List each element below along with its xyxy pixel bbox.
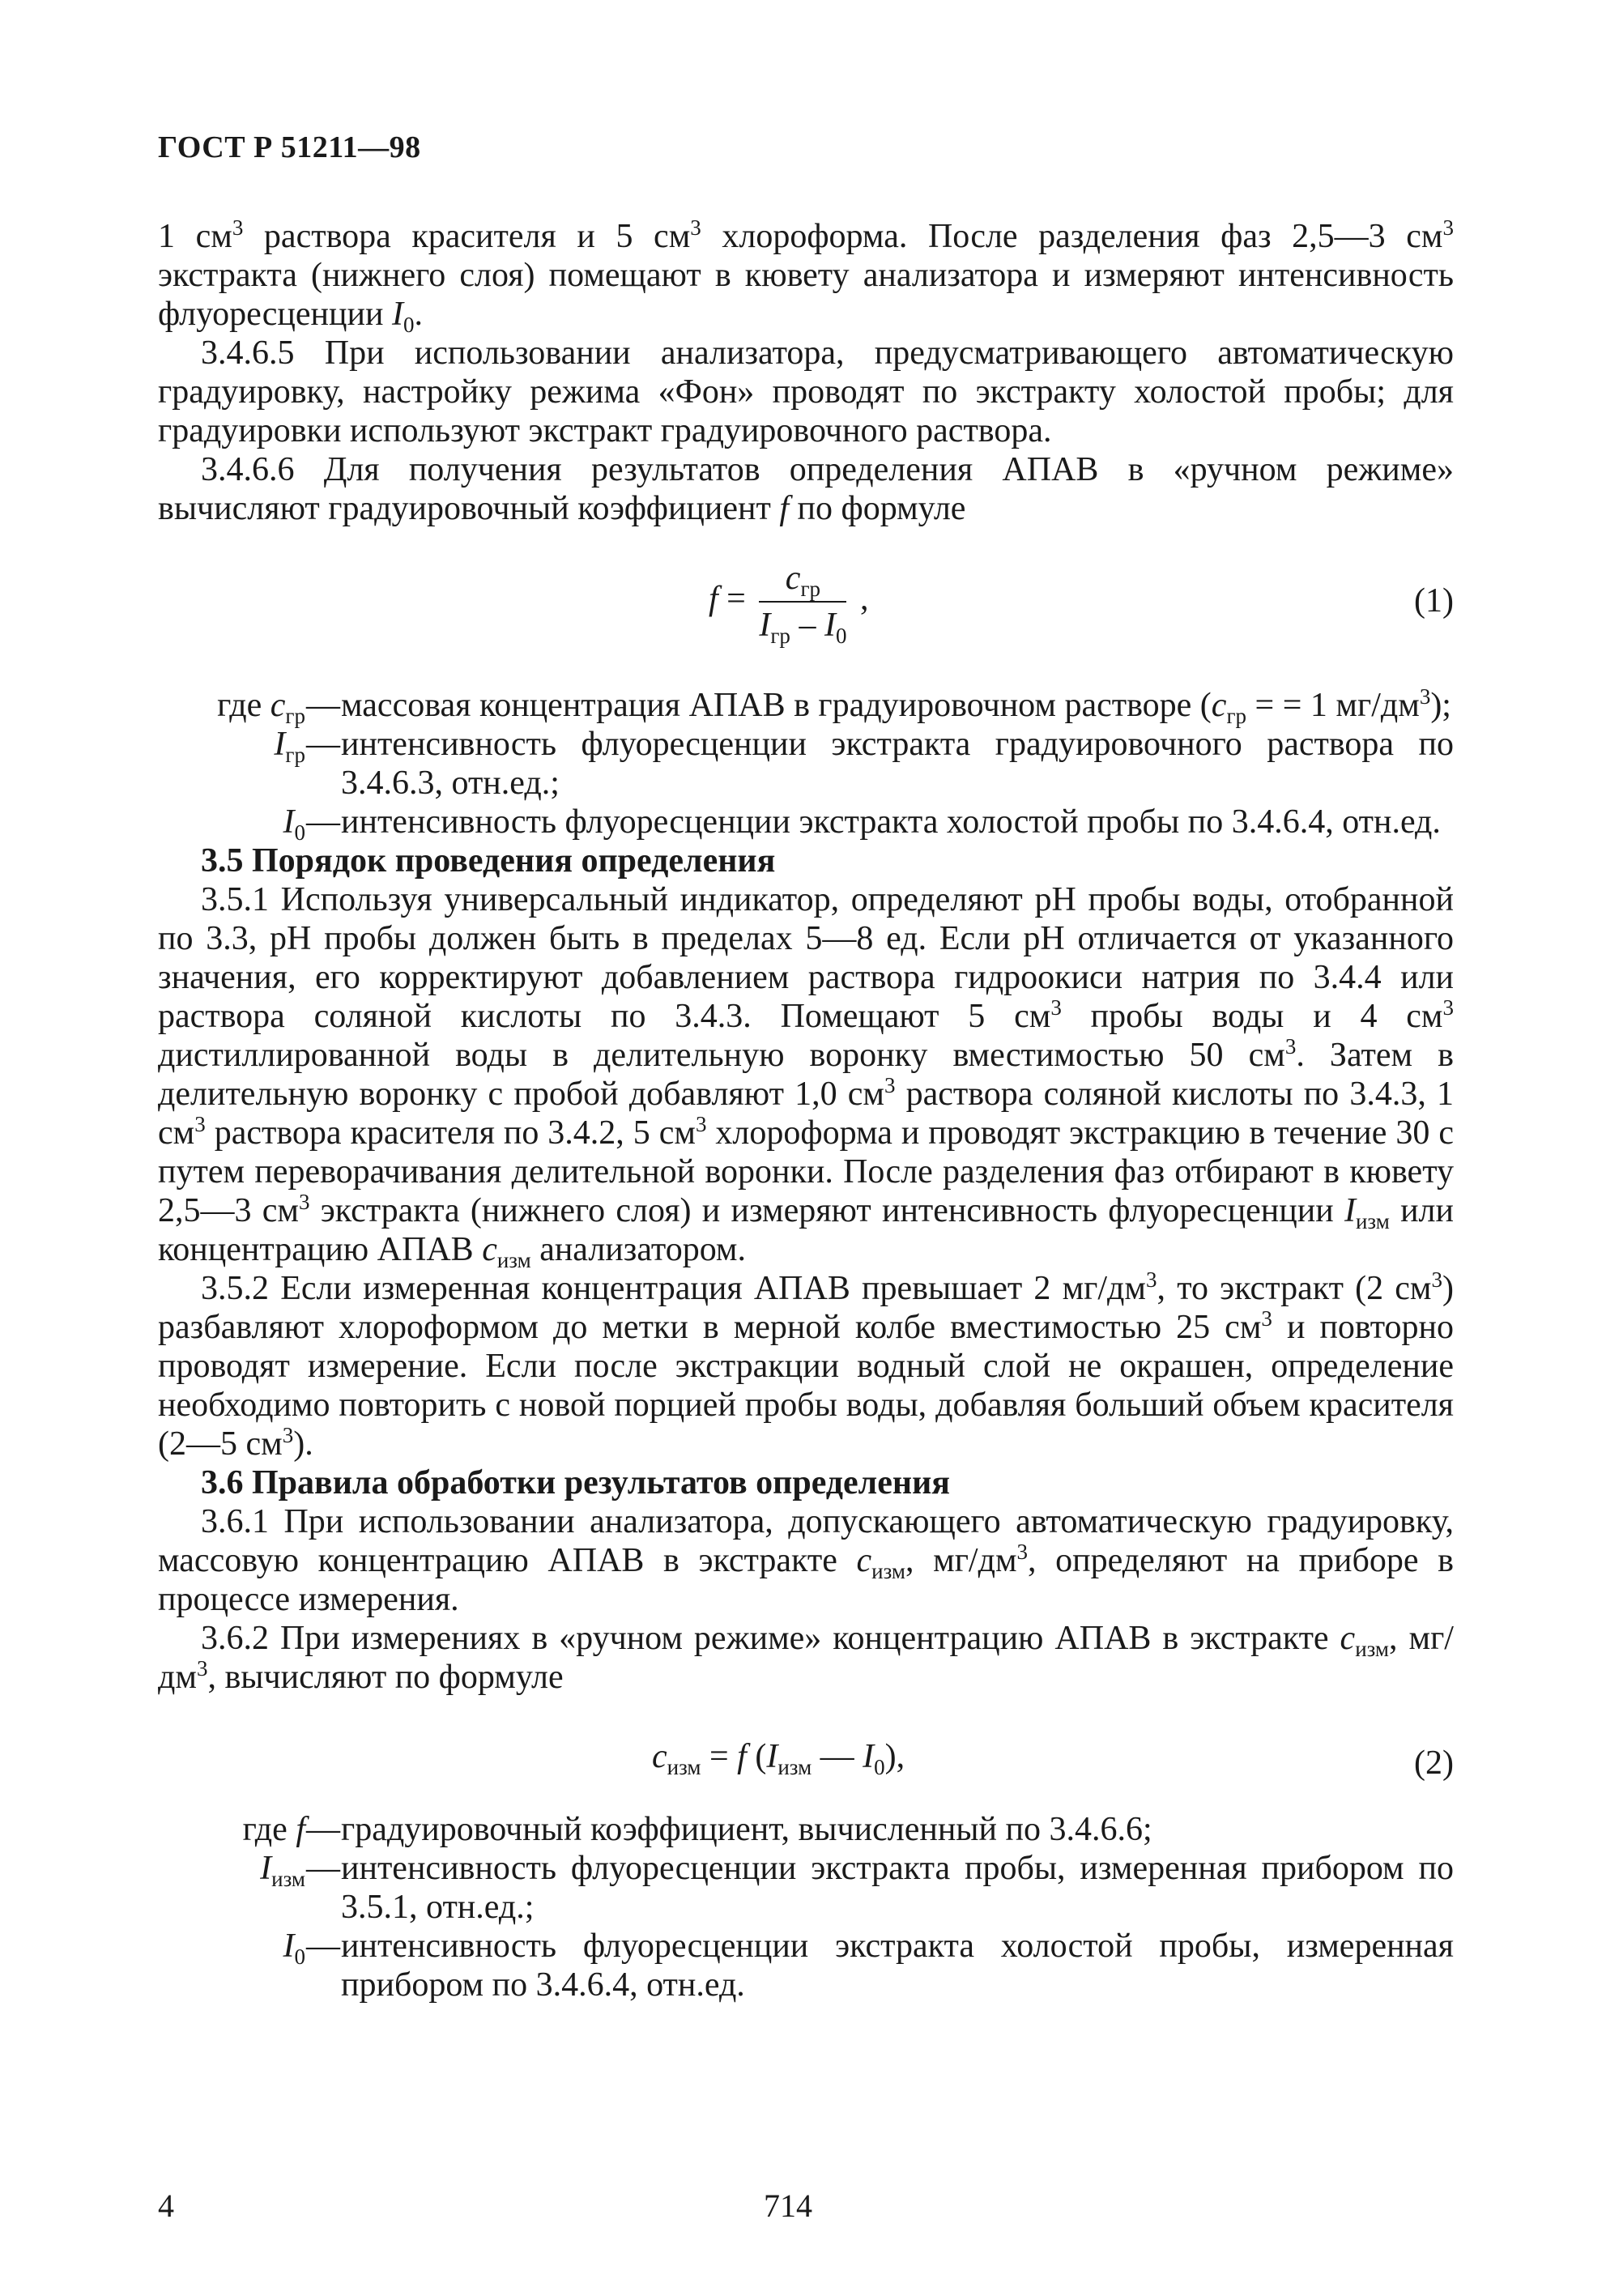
section-heading-3-6: 3.6 Правила обработки результатов определения bbox=[201, 1464, 951, 1502]
paragraph-continuation: 1 $см^3$ раствора красителя и 5 $см^3$ хлороформа. После разделения фаз 2,5—3 $см^3$ экстракта (нижнего слоя) помещают в кювету анализатора и измеряют интенсивность флуоресценции $I_0$. bbox=[158, 215, 1454, 337]
definitions-formula-1 bbox=[158, 684, 1454, 845]
definition-row: $I_{изм}$ — интенсивность флуоресценции экстракта пробы, измеренная прибором по 3.5.1, отн.ед.; bbox=[260, 1850, 1454, 1926]
page-number: 4 bbox=[158, 2187, 174, 2224]
definition-row: $I_{гр}$ — интенсивность флуоресценции экстракта градуировочного раствора по 3.4.6.3, отн.ед.; bbox=[274, 726, 1454, 802]
formula-2-number: (2) bbox=[1414, 1744, 1454, 1782]
paragraph-3-4-6-6: 3.4.6.6 Для получения результатов определения АПАВ в «ручном режиме» вычисляют градуировочный коэффициент f по формуле bbox=[158, 451, 1454, 527]
definition-row: где f — градуировочный коэффициент, вычисленный по 3.4.6.6; bbox=[242, 1811, 1152, 1848]
document-body bbox=[158, 217, 1454, 2004]
definition-row: $I_0$ — интенсивность флуоресценции экстракта холостой пробы по 3.4.6.4, отн.ед. bbox=[283, 803, 1441, 845]
print-number: 714 bbox=[764, 2187, 812, 2224]
section-heading-3-5: 3.5 Порядок проведения определения bbox=[201, 842, 776, 880]
definition-row: где $c_{гр}$ — массовая концентрация АПАВ в градуировочном растворе ($c_{гр}$ = = 1 $мг/дм^3$); bbox=[217, 684, 1451, 728]
page-header: ГОСТ Р 51211—98 bbox=[158, 130, 421, 164]
formula-1: f = $\frac{c_{гр}}{I_{гр} - I_0}$ , (1) bbox=[709, 560, 1454, 648]
formula-1-number: (1) bbox=[1414, 582, 1454, 620]
document-page bbox=[158, 0, 1454, 2296]
definitions-formula-2 bbox=[158, 1810, 1454, 2004]
paragraph-3-5-2: 3.5.2 Если измеренная концентрация АПАВ превышает 2 $мг/дм^3$, то экстракт (2 $см^3$) разбавляют хлороформом до метки в мерной колбе вместимостью 25 $см^3$ и повторно проводят измерение. Если после экстракции водный слой не окрашен, определение необходимо повторить с новой порцией пробы воды, добавляя больший объем красителя (2—5 $см^3$). bbox=[158, 1267, 1454, 1463]
paragraph-3-4-6-5: 3.4.6.5 При использовании анализатора, предусматривающего автоматическую градуировку, настройку режима «Фон» проводят по экстракту холостой пробы; для градуировки используют экстракт градуировочного раствора. bbox=[158, 334, 1454, 449]
definition-row: $I_0$ — интенсивность флуоресценции экстракта холостой пробы, измеренная прибором по 3.4.6.4, отн.ед. bbox=[283, 1928, 1454, 2004]
paragraph-3-6-2: 3.6.2 При измерениях в «ручном режиме» концентрацию АПАВ в экстракте $c_{изм}$, $мг/дм^3$, вычисляют по формуле bbox=[158, 1620, 1454, 1696]
paragraph-3-6-1: 3.6.1 При использовании анализатора, допускающего автоматическую градуировку, массовую концентрацию АПАВ в экстракте $c_{изм}$, $мг/дм^3$, определяют на приборе в процессе измерения. bbox=[158, 1503, 1454, 1618]
paragraph-3-5-1: 3.5.1 Используя универсальный индикатор, определяют pH пробы воды, отобранной по 3.3, pH пробы должен быть в пределах 5—8 ед. Если pH отличается от указанного значения, его корректируют добавлением раствора гидроокиси натрия по 3.4.4 или раствора соляной кислоты по 3.4.3. Помещают 5 $см^3$ пробы воды и 4 $см^3$ дистиллированной воды в делительную воронку вместимостью 50 $см^3$. Затем в делительную воронку с пробой добавляют 1,0 $см^3$ раствора соляной кислоты по 3.4.3, 1 $см^3$ раствора красителя по 3.4.2, 5 $см^3$ хлороформа и проводят экстракцию в течение 30 с путем переворачивания делительной воронки. После разделения фаз отбирают в кювету 2,5—3 $см^3$ экстракта (нижнего слоя) и измеряют интенсивность флуоресценции $I_{изм}$ или концентрацию АПАВ $c_{изм}$ анализатором. bbox=[158, 881, 1454, 1272]
formula-1-fraction: $\frac{c_{гр}}{I_{гр} - I_0}$ bbox=[759, 560, 847, 648]
formula-2: $c_{изм} = f$ ($I_{изм}$ — $I_0$), (2) bbox=[652, 1738, 1454, 1782]
